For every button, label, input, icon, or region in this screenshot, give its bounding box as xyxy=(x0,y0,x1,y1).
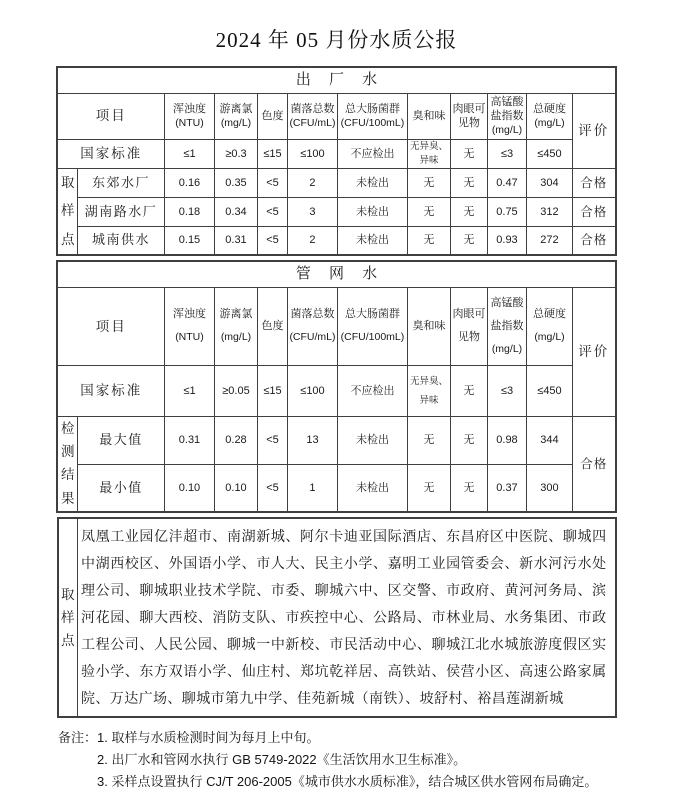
eval-cell: 合格 xyxy=(572,226,615,255)
value-cell: 无 xyxy=(450,197,487,226)
network-header-row xyxy=(57,287,615,365)
table-row xyxy=(57,197,615,226)
side-char: 点 xyxy=(61,632,75,648)
side-char: 果 xyxy=(60,490,75,506)
column-unit: (mg/L) xyxy=(220,331,252,343)
column-name: 肉眼可见物 xyxy=(452,103,486,129)
value-cell: <5 xyxy=(257,197,287,226)
eval-cell: 合格 xyxy=(572,416,615,512)
value-cell: 13 xyxy=(287,416,337,464)
project-header: 项目 xyxy=(57,93,164,139)
side-char: 取 xyxy=(61,586,75,602)
value-cell: 0.10 xyxy=(214,464,257,512)
standard-value: ≥0.05 xyxy=(214,365,257,416)
notes-label: 备注： xyxy=(58,730,98,745)
evaluation-header: 评价 xyxy=(572,93,615,168)
eval-cell: 合格 xyxy=(572,197,615,226)
factory-banner-row xyxy=(57,67,615,93)
value-cell: <5 xyxy=(257,464,287,512)
table-row xyxy=(57,168,615,197)
column-name: 总大肠菌群 xyxy=(344,308,400,320)
column-name: 游离氯 xyxy=(219,103,253,115)
sampling-point-side-label xyxy=(58,518,78,717)
value-cell: <5 xyxy=(257,226,287,255)
column-unit: (CFU/mL) xyxy=(289,117,336,129)
note-item: 2. 出厂水和管网水执行 GB 5749-2022《生活饮用水卫生标准》。 xyxy=(97,752,467,767)
value-cell: 0.16 xyxy=(164,168,214,197)
value-cell: 1 xyxy=(287,464,337,512)
factory-water-table xyxy=(56,66,616,256)
value-cell: 无 xyxy=(450,168,487,197)
standard-value: 无 xyxy=(450,365,487,416)
network-water-table xyxy=(56,260,616,513)
column-header xyxy=(450,287,487,365)
column-name: 总硬度 xyxy=(532,103,566,115)
column-name: 游离氯 xyxy=(219,308,253,320)
value-cell: 304 xyxy=(526,168,572,197)
column-header xyxy=(257,93,287,139)
value-cell: 0.47 xyxy=(487,168,526,197)
project-header: 项目 xyxy=(57,287,164,365)
value-cell: <5 xyxy=(257,416,287,464)
value-cell: 2 xyxy=(287,226,337,255)
sampling-points-text: 凤凰工业园亿沣超市、南湖新城、阿尔卡迪亚国际酒店、东昌府区中医院、聊城四中湖西校区、外国语小学、市人大、民主小学、嘉明工业园管委会、新水河污水处理公司、聊城职业技术学院、市委、聊城六中、区交警、市政府、黄河河务局、滨河花园、聊大西校、消防支队、市疾控中心、公路局、市林业局、水务集团、市政工程公司、人民公园、聊城一中新校、市民活动中心、聊城江北水城旅游度假区实验小学、东方双语小学、仙庄村、郑坑乾祥居、高铁站、侯营小区、高速公路家属院、万达广场、聊城市第九中学、佳苑新城（南铁）、坡舒村、裕昌莲湖新城 xyxy=(78,518,616,717)
column-name: 总大肠菌群 xyxy=(344,103,400,115)
standard-value: ≥0.3 xyxy=(214,139,257,168)
column-unit: (CFU/100mL) xyxy=(340,331,405,343)
value-cell: 0.93 xyxy=(487,226,526,255)
evaluation-header: 评价 xyxy=(572,287,615,416)
value-cell: 344 xyxy=(526,416,572,464)
column-header xyxy=(407,287,450,365)
value-cell: 0.31 xyxy=(214,226,257,255)
standard-label: 国家标准 xyxy=(57,139,164,168)
value-cell: 2 xyxy=(287,168,337,197)
value-cell: 0.15 xyxy=(164,226,214,255)
row-header: 城南供水 xyxy=(77,226,164,255)
value-cell: 0.98 xyxy=(487,416,526,464)
value-cell: 无 xyxy=(450,226,487,255)
column-unit: (CFU/100mL) xyxy=(340,117,405,129)
sampling-points-table xyxy=(57,517,617,718)
network-standard-row xyxy=(57,365,615,416)
value-cell: 0.28 xyxy=(214,416,257,464)
side-char: 结 xyxy=(60,467,75,483)
note-list xyxy=(97,727,658,793)
side-char: 检 xyxy=(60,420,75,436)
standard-value: ≤3 xyxy=(487,139,526,168)
column-name: 总硬度 xyxy=(532,308,566,320)
value-cell: 0.37 xyxy=(487,464,526,512)
value-cell: 0.10 xyxy=(164,464,214,512)
test-result-side-label xyxy=(57,416,77,512)
value-cell: 0.34 xyxy=(214,197,257,226)
row-header: 湖南路水厂 xyxy=(77,197,164,226)
column-header xyxy=(526,287,572,365)
network-banner-row xyxy=(57,261,615,287)
row-header: 东郊水厂 xyxy=(77,168,164,197)
column-header xyxy=(214,93,257,139)
side-char: 点 xyxy=(60,231,75,247)
column-name: 色度 xyxy=(261,319,284,332)
network-banner: 管 网 水 xyxy=(57,261,615,287)
column-name: 浑浊度 xyxy=(172,308,206,320)
standard-value: ≤3 xyxy=(487,365,526,416)
value-cell: 无 xyxy=(407,197,450,226)
factory-header-row xyxy=(57,93,615,139)
value-cell: 未检出 xyxy=(337,416,407,464)
column-header xyxy=(164,287,214,365)
column-name: 臭和味 xyxy=(412,110,446,122)
standard-value: 无异臭、异味 xyxy=(407,365,450,416)
column-unit: (mg/L) xyxy=(220,117,252,129)
standard-value: ≤100 xyxy=(287,139,337,168)
table-row xyxy=(57,226,615,255)
table-row xyxy=(57,464,615,512)
column-name: 肉眼可见物 xyxy=(452,308,486,343)
column-header xyxy=(450,93,487,139)
column-header xyxy=(487,287,526,365)
column-header xyxy=(337,93,407,139)
standard-label: 国家标准 xyxy=(57,365,164,416)
note-item: 1. 取样与水质检测时间为每月上中旬。 xyxy=(97,730,320,745)
column-name: 高锰酸盐指数 xyxy=(490,96,524,122)
value-cell: 0.18 xyxy=(164,197,214,226)
column-unit: (NTU) xyxy=(175,117,204,129)
standard-value: ≤100 xyxy=(287,365,337,416)
value-cell: 未检出 xyxy=(337,197,407,226)
value-cell: 0.31 xyxy=(164,416,214,464)
column-unit: (CFU/mL) xyxy=(289,331,336,343)
eval-cell: 合格 xyxy=(572,168,615,197)
value-cell: 0.35 xyxy=(214,168,257,197)
side-char: 样 xyxy=(60,203,75,219)
column-unit: (mg/L) xyxy=(491,124,523,136)
row-header: 最大值 xyxy=(77,416,164,464)
standard-value: 不应检出 xyxy=(337,139,407,168)
notes xyxy=(58,727,658,793)
column-unit: (mg/L) xyxy=(534,117,565,129)
value-cell: 0.75 xyxy=(487,197,526,226)
side-char: 取 xyxy=(60,174,75,190)
factory-standard-row xyxy=(57,139,615,168)
table-row xyxy=(57,416,615,464)
column-name: 浑浊度 xyxy=(172,103,206,115)
page-title: 2024 年 05 月份水质公报 xyxy=(215,28,458,52)
value-cell: 272 xyxy=(526,226,572,255)
standard-value: ≤450 xyxy=(526,139,572,168)
factory-banner: 出 厂 水 xyxy=(57,67,615,93)
row-header: 最小值 xyxy=(77,464,164,512)
value-cell: 300 xyxy=(526,464,572,512)
value-cell: 无 xyxy=(450,416,487,464)
sampling-points-row xyxy=(58,518,616,717)
value-cell: 未检出 xyxy=(337,168,407,197)
value-cell: 无 xyxy=(407,168,450,197)
standard-value: ≤1 xyxy=(164,139,214,168)
column-unit: (NTU) xyxy=(175,331,204,343)
column-header xyxy=(257,287,287,365)
standard-value: 不应检出 xyxy=(337,365,407,416)
column-header xyxy=(164,93,214,139)
sampling-point-side-label xyxy=(57,168,77,255)
standard-value: ≤1 xyxy=(164,365,214,416)
standard-value: ≤450 xyxy=(526,365,572,416)
side-char: 测 xyxy=(60,444,75,460)
value-cell: 未检出 xyxy=(337,226,407,255)
standard-value: 无 xyxy=(450,139,487,168)
value-cell: 无 xyxy=(407,226,450,255)
value-cell: 无 xyxy=(407,464,450,512)
value-cell: 无 xyxy=(407,416,450,464)
standard-value: ≤15 xyxy=(257,365,287,416)
column-header xyxy=(214,287,257,365)
column-name: 菌落总数 xyxy=(290,103,335,115)
value-cell: 3 xyxy=(287,197,337,226)
side-char: 样 xyxy=(61,609,75,625)
value-cell: 未检出 xyxy=(337,464,407,512)
column-name: 臭和味 xyxy=(412,319,446,332)
column-header xyxy=(287,287,337,365)
column-header xyxy=(526,93,572,139)
column-header xyxy=(407,93,450,139)
standard-value: 无异臭、异味 xyxy=(407,139,450,168)
column-unit: (mg/L) xyxy=(534,331,565,343)
column-unit: (mg/L) xyxy=(491,342,523,355)
column-header xyxy=(487,93,526,139)
note-item: 3. 采样点设置执行 CJ/T 206-2005《城市供水水质标准》，结合城区供水管网布局确定。 xyxy=(97,774,598,789)
value-cell: 无 xyxy=(450,464,487,512)
value-cell: <5 xyxy=(257,168,287,197)
column-name: 菌落总数 xyxy=(290,308,335,320)
column-header xyxy=(337,287,407,365)
column-name: 高锰酸盐指数 xyxy=(490,296,524,332)
column-header xyxy=(287,93,337,139)
value-cell: 312 xyxy=(526,197,572,226)
column-name: 色度 xyxy=(261,110,284,122)
document-page xyxy=(0,24,673,800)
standard-value: ≤15 xyxy=(257,139,287,168)
